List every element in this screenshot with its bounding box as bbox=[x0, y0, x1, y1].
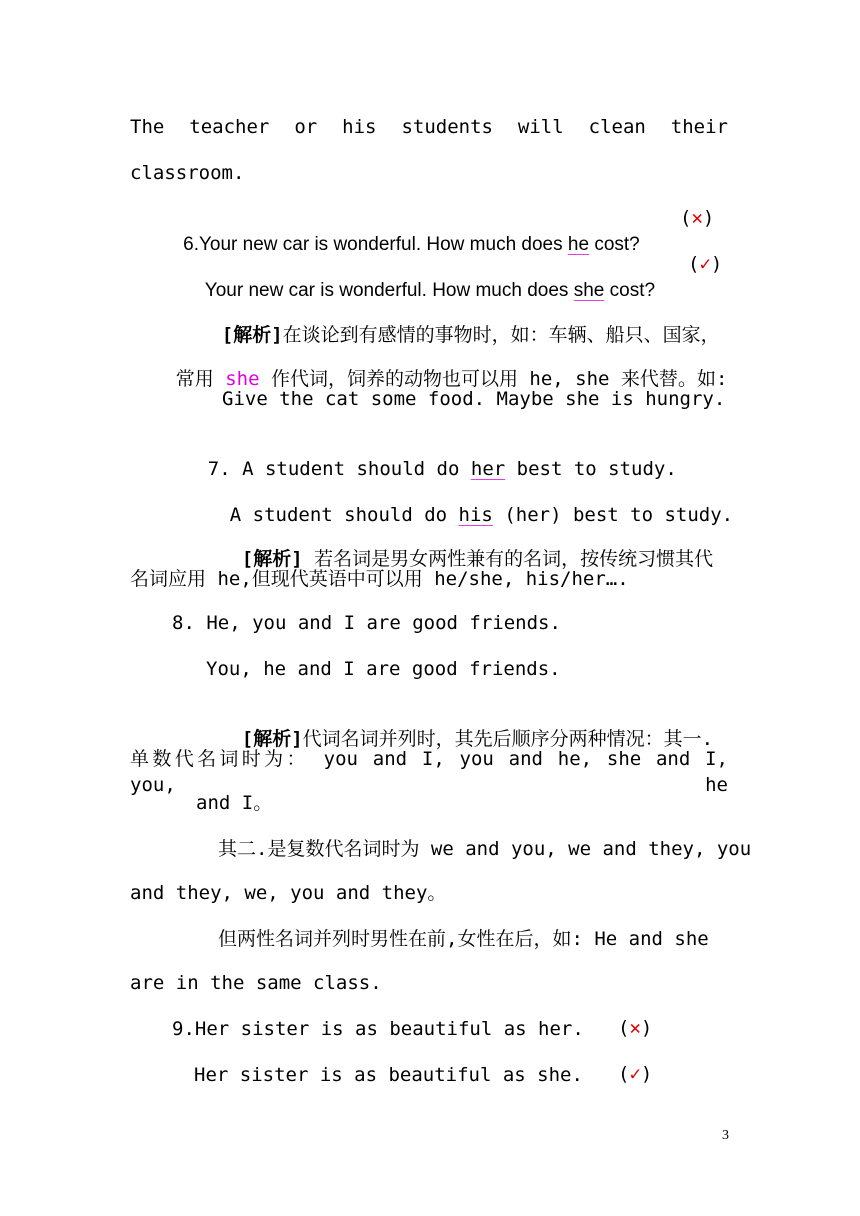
check-mark: (✓) bbox=[688, 253, 723, 275]
underlined-word: his bbox=[458, 504, 493, 526]
example-9-correct: Her sister is as beautiful as she. bbox=[194, 1064, 583, 1086]
text-segment: 在谈论到有感情的事物时，如：车辆、船只、国家， bbox=[282, 324, 720, 346]
text-line: The teacher or his students will clean their bbox=[130, 116, 728, 138]
analysis-tag: [解析] bbox=[241, 548, 303, 570]
analysis-7: [解析] 若名词是男女两性兼有的名词，按传统习惯其代 bbox=[241, 548, 714, 570]
check-mark: (✓) bbox=[618, 1063, 653, 1085]
underlined-word: he bbox=[567, 234, 590, 255]
analysis-tag: [解析] bbox=[241, 728, 303, 750]
text-segment: Your new car is wonderful. How much does bbox=[204, 280, 574, 301]
example-9-wrong: 9.Her sister is as beautiful as her. bbox=[172, 1018, 584, 1040]
example-7-correct: A student should do his (her) best to study. bbox=[229, 504, 734, 526]
example-8: 8. He, you and I are good friends. bbox=[172, 612, 561, 634]
text-line: 常用 she 作代词，饲养的动物也可以用 he, she 来代替。如: bbox=[175, 368, 728, 390]
underlined-word: she bbox=[573, 280, 605, 301]
underlined-word: her bbox=[470, 458, 506, 480]
text-segment: cost? bbox=[604, 280, 656, 301]
text-line: Give the cat some food. Maybe she is hungry. bbox=[222, 388, 726, 410]
text-line: 名词应用 he,但现代英语中可以用 he/she, his/her…. bbox=[130, 568, 629, 590]
cross-mark: (✕) bbox=[680, 207, 715, 229]
text-line: and they, we, you and they。 bbox=[130, 882, 447, 904]
text-line: 单数代名词时为： you and I, you and he, she and I, you, he bbox=[130, 748, 728, 796]
text-line: classroom. bbox=[130, 162, 245, 184]
example-8-correct: You, he and I are good friends. bbox=[206, 658, 561, 680]
analysis-8: [解析]代词名词并列时，其先后顺序分两种情况：其一. bbox=[241, 728, 714, 750]
text-segment: 6.Your new car is wonderful. How much does bbox=[183, 234, 568, 255]
highlight-word: she bbox=[225, 368, 260, 390]
text-line: 但两性名词并列时男性在前,女性在后，如: He and she bbox=[218, 928, 709, 950]
analysis-tag: [解析] bbox=[221, 324, 283, 346]
text-segment: cost? bbox=[589, 234, 640, 255]
text-line: 其二.是复数代名词时为 we and you, we and they, you bbox=[218, 838, 752, 860]
page-number: 3 bbox=[722, 1128, 729, 1143]
text-line: are in the same class. bbox=[130, 972, 382, 994]
cross-mark: (✕) bbox=[618, 1017, 653, 1039]
example-7-wrong: 7. A student should do her best to study. bbox=[207, 458, 677, 480]
text-line: and I。 bbox=[196, 792, 273, 814]
